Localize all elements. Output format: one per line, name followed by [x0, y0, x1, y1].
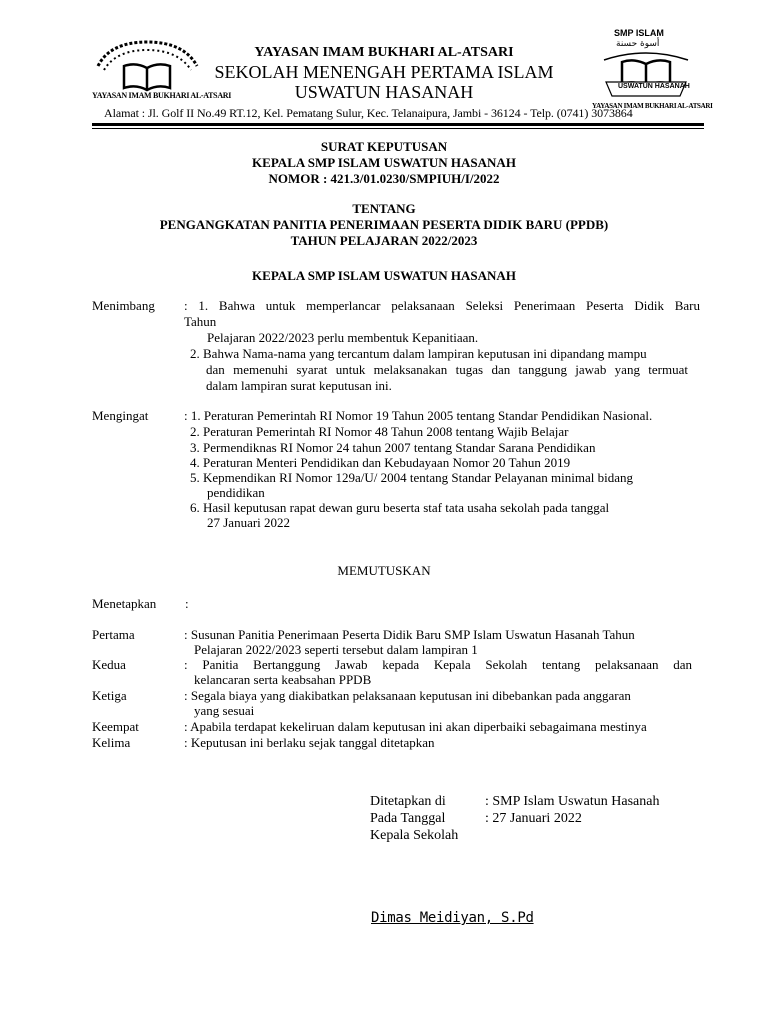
menimbang-item2-line2: dan memenuhi syarat untuk melaksanakan tugas dan tanggung jawab yang termuat: [206, 362, 688, 377]
foundation-name: YAYASAN IMAM BUKHARI AL-ATSARI: [254, 45, 514, 60]
signer-name: Dimas Meidiyan, S.Pd: [371, 910, 534, 926]
right-logo-arabic: أسوة حسنة: [616, 39, 660, 49]
left-logo-caption: YAYASAN IMAM BUKHARI AL-ATSARI: [92, 91, 232, 100]
decree-number: NOMOR : 421.3/01.0230/SMPIUH/I/2022: [268, 171, 500, 186]
mengingat-item-6: 6. Hasil keputusan rapat dewan guru beserta staf tata usaha sekolah pada tanggal: [190, 500, 610, 515]
right-logo-caption: YAYASAN IMAM BUKHARI AL-ATSARI: [592, 102, 713, 110]
menimbang-item1-line1: : 1. Bahwa untuk memperlancar pelaksanaan Seleksi Penerimaan Peserta Didik Baru: [184, 298, 700, 313]
date-value: : 27 Januari 2022: [485, 811, 582, 826]
pertama-line1: : Susunan Panitia Penerimaan Peserta Didik Baru SMP Islam Uswatun Hasanah Tahun: [184, 627, 635, 642]
mengingat-item-5-cont: pendidikan: [207, 485, 265, 500]
decree-year: TAHUN PELAJARAN 2022/2023: [290, 233, 478, 248]
mengingat-item-1: : 1. Peraturan Pemerintah RI Nomor 19 Tahun 2005 tentang Standar Pendidikan Nasional.: [184, 408, 653, 423]
menimbang-item1-line2: Tahun: [184, 314, 217, 329]
menetapkan-label: Menetapkan: [92, 596, 157, 611]
menimbang-item1-line3: Pelajaran 2022/2023 perlu membentuk Kepanitiaan.: [207, 330, 479, 345]
mengingat-label: Mengingat: [92, 408, 149, 423]
kedua-line1: : Panitia Bertanggung Jawab kepada Kepala Sekolah tentang pelaksanaan dan: [184, 657, 692, 672]
place-value: : SMP Islam Uswatun Hasanah: [485, 794, 660, 809]
menetapkan-colon: :: [185, 596, 189, 611]
menimbang-item2-line3: dalam lampiran surat keputusan ini.: [206, 378, 392, 393]
keempat-label: Keempat: [92, 719, 139, 734]
kelima-label: Kelima: [92, 735, 131, 750]
mengingat-item-4: 4. Peraturan Menteri Pendidikan dan Kebudayaan Nomor 20 Tahun 2019: [190, 455, 571, 470]
pertama-line2: Pelajaran 2022/2023 seperti tersebut dalam lampiran 1: [194, 642, 478, 657]
authority-heading: KEPALA SMP ISLAM USWATUN HASANAH: [252, 268, 516, 283]
mengingat-item-2: 2. Peraturan Pemerintah RI Nomor 48 Tahun 2008 tentang Wajib Belajar: [190, 424, 569, 439]
letterhead-divider: [92, 123, 704, 126]
decree-issuer: KEPALA SMP ISLAM USWATUN HASANAH: [252, 155, 516, 170]
right-logo-title: SMP ISLAM: [614, 28, 664, 38]
place-label: Ditetapkan di: [370, 794, 446, 809]
ketiga-label: Ketiga: [92, 688, 127, 703]
school-address: Alamat : Jl. Golf II No.49 RT.12, Kel. Pematang Sulur, Kec. Telanaipura, Jambi - 36124 - Telp. (0741) 3073864: [104, 106, 633, 120]
kedua-line2: kelancaran serta keabsahan PPDB: [194, 672, 372, 687]
decree-subject: PENGANGKATAN PANITIA PENERIMAAN PESERTA DIDIK BARU (PPDB): [159, 217, 609, 232]
mengingat-item-3: 3. Permendiknas RI Nomor 24 tahun 2007 tentang Standar Sarana Pendidikan: [190, 440, 596, 455]
mengingat-item-6-cont: 27 Januari 2022: [207, 515, 291, 530]
school-name-line1: SEKOLAH MENENGAH PERTAMA ISLAM: [214, 62, 554, 82]
decree-title: SURAT KEPUTUSAN: [320, 139, 448, 154]
signer-position: Kepala Sekolah: [370, 828, 459, 843]
tentang-heading: TENTANG: [352, 201, 416, 216]
ketiga-line2: yang sesuai: [194, 703, 255, 718]
kedua-label: Kedua: [92, 657, 126, 672]
kelima-line1: : Keputusan ini berlaku sejak tanggal ditetapkan: [184, 735, 435, 750]
memutuskan-heading: MEMUTUSKAN: [337, 563, 431, 578]
ketiga-line1: : Segala biaya yang diakibatkan pelaksanaan keputusan ini dibebankan pada anggaran: [184, 688, 631, 703]
keempat-line1: : Apabila terdapat kekeliruan dalam keputusan ini akan diperbaiki sebagaimana mestinya: [184, 719, 647, 734]
mengingat-item-5: 5. Kepmendikan RI Nomor 129a/U/ 2004 tentang Standar Pelayanan minimal bidang: [190, 470, 633, 485]
date-label: Pada Tanggal: [370, 811, 446, 826]
school-name-line2: USWATUN HASANAH: [294, 82, 474, 102]
menimbang-label: Menimbang: [92, 298, 155, 313]
pertama-label: Pertama: [92, 627, 135, 642]
letterhead-divider-thin: [92, 128, 704, 129]
menimbang-item2-line1: 2. Bahwa Nama-nama yang tercantum dalam lampiran keputusan ini dipandang mampu: [190, 346, 647, 361]
right-logo-banner: USWATUN HASANAH: [618, 83, 690, 90]
